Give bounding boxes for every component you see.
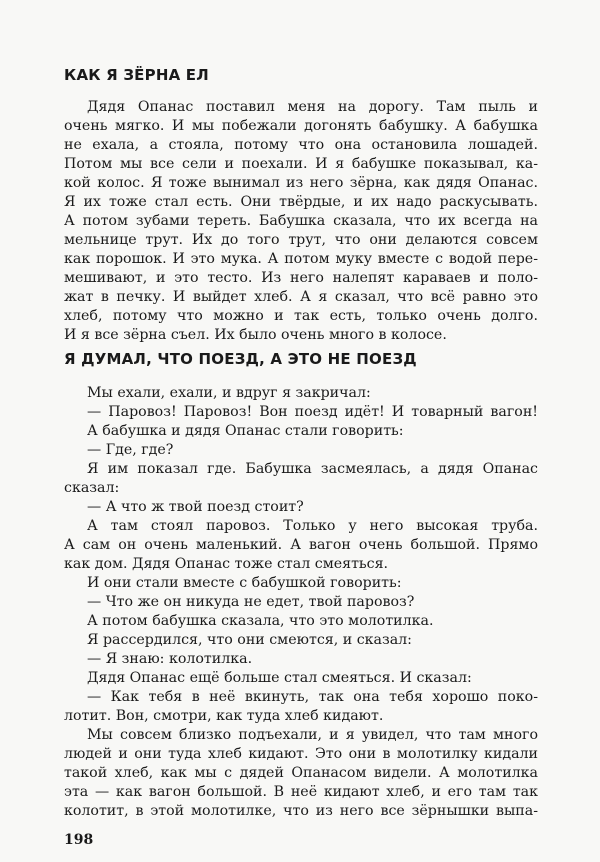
text-line: А потом зубами тереть. Бабушка сказала, что их всегда на — [64, 213, 538, 229]
text-line: эта — как вагон большой. В неё кидают хлеб, и его там так — [64, 784, 538, 800]
text-line: мельнице трут. Их до того трут, что они делаются совсем — [64, 232, 538, 248]
text-line: очень мягко. И мы побежали догонять бабушку. А бабушка — [64, 118, 538, 134]
text-line: — Где, где? — [87, 442, 174, 458]
text-line: как порошок. И это мука. А потом муку вместе с водой пере- — [64, 251, 538, 267]
section-title-grain: КАК Я ЗЁРНА ЕЛ — [64, 66, 209, 84]
text-line: жат в печку. И выйдет хлеб. А я сказал, что всё равно это — [64, 289, 538, 305]
text-line: А потом бабушка сказала, что это молотилка. — [87, 613, 434, 629]
text-line: — Что же он никуда не едет, твой паровоз? — [87, 594, 415, 610]
text-line: А сам он очень маленький. А вагон очень большой. Прямо — [64, 537, 538, 553]
text-line: людей и они туда хлеб кидают. Это они в молотилку кидали — [64, 746, 538, 762]
text-line: Я рассердился, что они смеются, и сказал: — [87, 632, 412, 648]
text-line: не ехала, а стояла, потому что она остановила лошадей. — [64, 137, 538, 153]
text-line: — Я знаю: колотилка. — [87, 651, 253, 667]
text-line: Мы ехали, ехали, и вдруг я закричал: — [87, 385, 371, 401]
page-number: 198 — [64, 832, 94, 848]
text-line: как дом. Дядя Опанас тоже стал смеяться. — [64, 556, 389, 572]
text-line: Дядя Опанас ещё больше стал смеяться. И сказал: — [87, 670, 472, 686]
text-line: колотит, в этой молотилке, что из него все зёрнышки выпа- — [64, 803, 538, 819]
text-line: мешивают, и это тесто. Из него налепят караваев и поло- — [64, 270, 538, 286]
text-line: И я все зёрна съел. Их было очень много в колосе. — [64, 327, 447, 343]
text-line: И они стали вместе с бабушкой говорить: — [87, 575, 402, 591]
text-line: хлеб, потому что можно и так есть, только очень долго. — [64, 308, 538, 324]
text-line: Дядя Опанас поставил меня на дорогу. Там пыль и — [87, 99, 538, 115]
text-line: — А что ж твой поезд стоит? — [87, 499, 304, 515]
text-line: Я им показал где. Бабушка засмеялась, а дядя Опанас — [87, 461, 538, 477]
text-line: — Как тебя в неё вкинуть, так она тебя хорошо поко- — [87, 689, 538, 705]
section-title-train: Я ДУМАЛ, ЧТО ПОЕЗД, А ЭТО НЕ ПОЕЗД — [64, 350, 417, 368]
text-line: Мы совсем близко подъехали, и я увидел, что там много — [87, 727, 538, 743]
text-line: Я их тоже стал есть. Они твёрдые, и их надо раскусывать. — [64, 194, 538, 210]
text-line: А там стоял паровоз. Только у него высокая труба. — [87, 518, 538, 534]
text-line: лотит. Вон, смотри, как туда хлеб кидают. — [64, 708, 384, 724]
text-line: сказал: — [64, 480, 120, 496]
text-line: Потом мы все сели и поехали. И я бабушке показывал, ка- — [64, 156, 538, 172]
text-line: кой колос. Я тоже вынимал из него зёрна, как дядя Опанас. — [64, 175, 538, 191]
text-line: — Паровоз! Паровоз! Вон поезд идёт! И товарный вагон! — [87, 404, 538, 420]
text-line: А бабушка и дядя Опанас стали говорить: — [87, 423, 404, 439]
text-line: такой хлеб, как мы с дядей Опанасом видели. А молотилка — [64, 765, 538, 781]
